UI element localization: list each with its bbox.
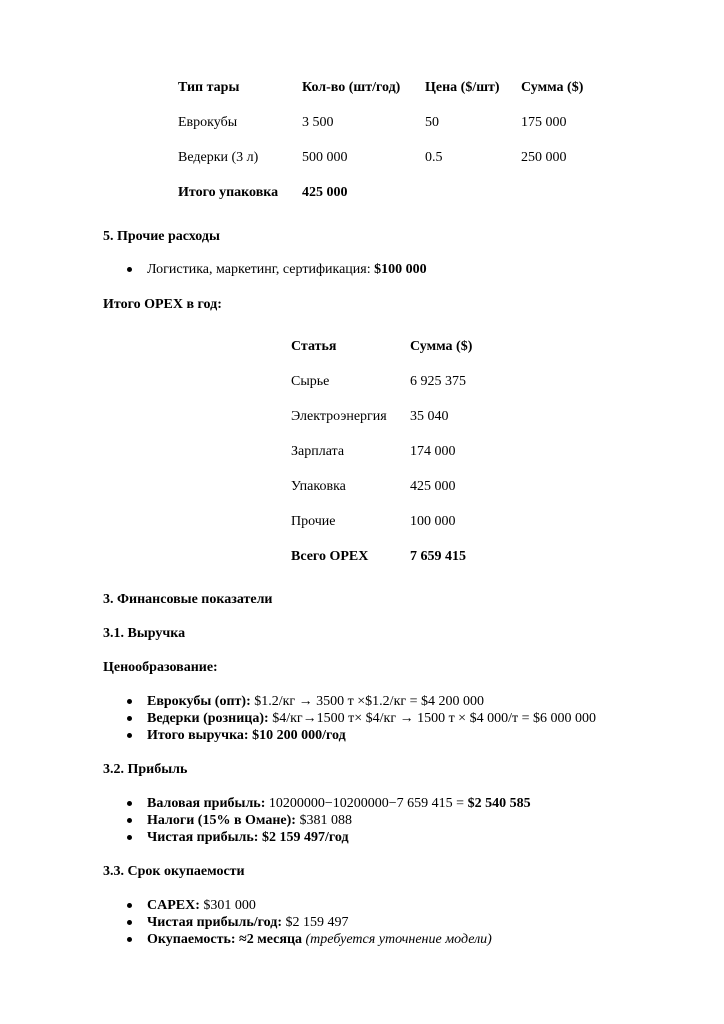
table-cell: 425 000 [410, 479, 456, 494]
table-cell: 3 500 [302, 115, 334, 130]
list-item: Окупаемость: ≈2 месяца (требуется уточнение модели) [147, 932, 492, 947]
table-cell: Сырье [291, 374, 330, 389]
list-item: Итого выручка: $10 200 000/год [147, 728, 346, 743]
packaging-header-type: Тип тары [178, 80, 240, 95]
table-cell: Прочие [291, 514, 336, 529]
table-cell: Еврокубы [178, 115, 238, 130]
payback-heading: 3.3. Срок окупаемости [103, 864, 245, 879]
bullet-icon [127, 699, 132, 704]
packaging-header-price: Цена ($/шт) [425, 80, 500, 95]
bullet-icon [127, 835, 132, 840]
table-cell: Упаковка [291, 479, 346, 494]
list-item: Налоги (15% в Омане): $381 088 [147, 813, 352, 828]
bullet-icon [127, 903, 132, 908]
table-cell: 250 000 [521, 150, 567, 165]
pricing-heading: Ценообразование: [103, 660, 218, 675]
bullet-icon [127, 267, 132, 272]
bullet-icon [127, 818, 132, 823]
list-item: CAPEX: $301 000 [147, 898, 256, 913]
bullet-icon [127, 920, 132, 925]
revenue-heading: 3.1. Выручка [103, 626, 186, 641]
bullet-icon [127, 937, 132, 942]
table-cell: 35 040 [410, 409, 449, 424]
opex-total-label: Всего OPEX [291, 549, 369, 564]
list-item: Еврокубы (опт): $1.2/кг → 3500 т ×$1.2/кг = $4 200 000 [147, 694, 485, 709]
table-cell: Электроэнергия [291, 409, 387, 424]
packaging-header-sum: Сумма ($) [521, 80, 584, 95]
bullet-icon [127, 801, 132, 806]
list-item: Чистая прибыль: $2 159 497/год [147, 830, 349, 845]
table-cell: 500 000 [302, 150, 348, 165]
other-expenses-heading: 5. Прочие расходы [103, 229, 220, 244]
financial-heading: 3. Финансовые показатели [103, 592, 273, 607]
table-cell: 6 925 375 [410, 374, 466, 389]
table-cell: 100 000 [410, 514, 456, 529]
table-cell: 175 000 [521, 115, 567, 130]
opex-total-value: 7 659 415 [410, 549, 466, 564]
packaging-total-value: 425 000 [302, 185, 348, 200]
bullet-icon [127, 733, 132, 738]
table-cell: 50 [425, 115, 439, 130]
list-item: Валовая прибыль: 10200000−10200000−7 659 415 = $2 540 585 [147, 796, 531, 811]
list-item: Ведерки (розница): $4/кг→1500 т× $4/кг → 1500 т × $4 000/т = $6 000 000 [147, 711, 596, 726]
other-expenses-item: Логистика, маркетинг, сертификация: $100 000 [147, 262, 427, 277]
packaging-total-label: Итого упаковка [178, 185, 279, 200]
table-cell: Зарплата [291, 444, 345, 459]
opex-header-item: Статья [291, 339, 337, 354]
opex-heading: Итого OPEX в год: [103, 297, 222, 312]
profit-heading: 3.2. Прибыль [103, 762, 188, 777]
opex-header-sum: Сумма ($) [410, 339, 473, 354]
table-cell: 174 000 [410, 444, 456, 459]
table-cell: Ведерки (3 л) [178, 150, 259, 165]
bullet-icon [127, 716, 132, 721]
packaging-header-qty: Кол-во (шт/год) [302, 80, 401, 95]
list-item: Чистая прибыль/год: $2 159 497 [147, 915, 349, 930]
table-cell: 0.5 [425, 150, 443, 165]
